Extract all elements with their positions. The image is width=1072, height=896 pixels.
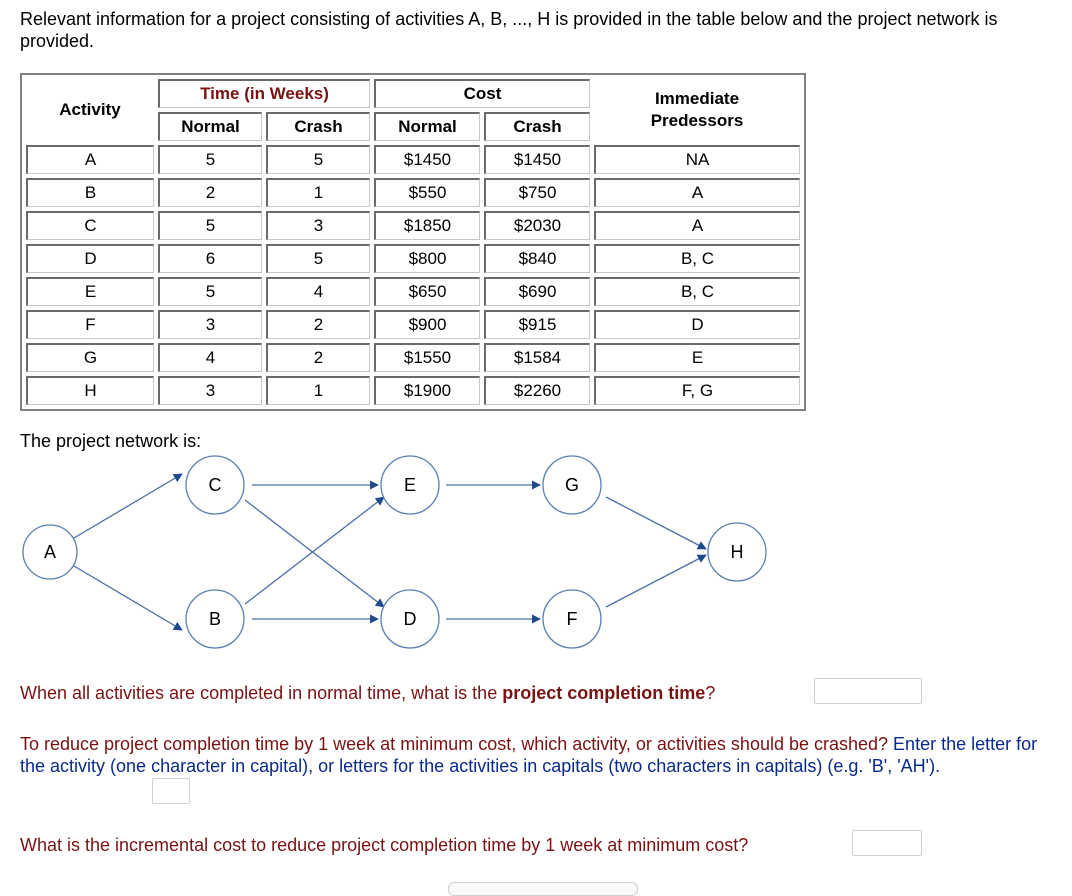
cell-activity: D: [26, 244, 154, 273]
cell-activity: G: [26, 343, 154, 372]
activity-table-wrapper: [20, 73, 806, 411]
activity-table: [20, 73, 806, 411]
cell-time-normal: 4: [158, 343, 262, 372]
question-1: [20, 682, 820, 704]
edge-f-h: [606, 555, 706, 607]
table-row: [26, 277, 800, 306]
header-predecessors-line2: Predessors: [650, 111, 744, 130]
cell-time-normal: 6: [158, 244, 262, 273]
cell-cost-normal: $800: [374, 244, 480, 273]
cell-activity: C: [26, 211, 154, 240]
cell-cost-crash: $2030: [484, 211, 590, 240]
cell-cost-crash: $2260: [484, 376, 590, 405]
question-1-text: When all activities are completed in normal time, what is the: [20, 683, 503, 703]
cell-activity: B: [26, 178, 154, 207]
table-row: [26, 211, 800, 240]
header-predecessors: [594, 79, 800, 141]
cell-cost-crash: $840: [484, 244, 590, 273]
node-g-label: G: [564, 475, 580, 495]
header-activity: Activity: [26, 79, 154, 141]
cell-time-crash: 2: [266, 343, 370, 372]
cell-predecessors: A: [594, 178, 800, 207]
edge-c-d: [245, 500, 384, 607]
cell-activity: A: [26, 145, 154, 174]
table-row: [26, 244, 800, 273]
node-f-label: F: [566, 609, 578, 629]
question-1-end: ?: [705, 683, 716, 703]
node-d-label: D: [403, 609, 417, 629]
cell-time-normal: 5: [158, 277, 262, 306]
header-cost-crash: Crash: [484, 112, 590, 141]
cell-time-crash: 5: [266, 244, 370, 273]
answer-input-activities-to-crash[interactable]: [152, 778, 190, 804]
node-c-label: C: [208, 475, 222, 495]
header-time: Time (in Weeks): [158, 79, 370, 108]
cell-activity: E: [26, 277, 154, 306]
edge-a-b: [74, 566, 182, 630]
cell-time-crash: 1: [266, 178, 370, 207]
cell-cost-crash: $1584: [484, 343, 590, 372]
question-3: What is the incremental cost to reduce project completion time by 1 week at minimum cost?: [20, 835, 749, 855]
header-time-normal: Normal: [158, 112, 262, 141]
cell-cost-crash: $915: [484, 310, 590, 339]
cell-time-normal: 3: [158, 376, 262, 405]
header-predecessors-line1: Immediate: [654, 89, 740, 108]
question-2: [20, 733, 1060, 777]
cell-predecessors: B, C: [594, 244, 800, 273]
cell-predecessors: A: [594, 211, 800, 240]
table-row: [26, 178, 800, 207]
cell-time-crash: 2: [266, 310, 370, 339]
cell-time-normal: 5: [158, 145, 262, 174]
cell-cost-normal: $650: [374, 277, 480, 306]
cell-cost-crash: $750: [484, 178, 590, 207]
table-row: [26, 376, 800, 405]
cell-time-normal: 5: [158, 211, 262, 240]
intro-text: Relevant information for a project consisting of activities A, B, ..., H is provided in the table below and the project network is provided.: [20, 9, 998, 51]
header-time-crash: Crash: [266, 112, 370, 141]
answer-input-incremental-cost[interactable]: [852, 830, 922, 856]
cell-cost-normal: $1450: [374, 145, 480, 174]
table-row: [26, 145, 800, 174]
node-a-label: A: [43, 542, 57, 562]
project-network-diagram: [0, 455, 800, 655]
cell-activity: F: [26, 310, 154, 339]
cell-predecessors: NA: [594, 145, 800, 174]
cell-cost-crash: $690: [484, 277, 590, 306]
node-h-label: H: [730, 542, 744, 562]
cell-time-crash: 5: [266, 145, 370, 174]
cell-cost-normal: $1900: [374, 376, 480, 405]
cell-activity: H: [26, 376, 154, 405]
cell-time-crash: 3: [266, 211, 370, 240]
cell-time-crash: 4: [266, 277, 370, 306]
cell-cost-normal: $1550: [374, 343, 480, 372]
cell-predecessors: B, C: [594, 277, 800, 306]
table-row: [26, 310, 800, 339]
cell-time-normal: 2: [158, 178, 262, 207]
question-1-bold: project completion time: [502, 683, 706, 703]
answer-input-completion-time[interactable]: [814, 678, 922, 704]
edge-a-c: [74, 474, 182, 538]
cell-predecessors: E: [594, 343, 800, 372]
header-cost-normal: Normal: [374, 112, 480, 141]
cell-cost-crash: $1450: [484, 145, 590, 174]
node-b-label: B: [208, 609, 222, 629]
cell-time-normal: 3: [158, 310, 262, 339]
cell-predecessors: F, G: [594, 376, 800, 405]
table-row: [26, 343, 800, 372]
cell-cost-normal: $1850: [374, 211, 480, 240]
bottom-button[interactable]: [448, 882, 638, 896]
cell-cost-normal: $900: [374, 310, 480, 339]
header-cost: Cost: [374, 79, 590, 108]
cell-predecessors: D: [594, 310, 800, 339]
edge-g-h: [606, 497, 706, 549]
question-2-instructions: Enter the letter for the activity (one character in capital), or letters for the activities in capitals (two characters in capitals) (e.g. 'B', 'AH').: [20, 734, 1038, 776]
network-title: The project network is:: [20, 431, 202, 451]
edge-b-e: [245, 497, 384, 604]
cell-cost-normal: $550: [374, 178, 480, 207]
question-2-text: To reduce project completion time by 1 week at minimum cost, which activity, or activities should be crashed?: [20, 734, 894, 754]
cell-time-crash: 1: [266, 376, 370, 405]
node-e-label: E: [403, 475, 417, 495]
